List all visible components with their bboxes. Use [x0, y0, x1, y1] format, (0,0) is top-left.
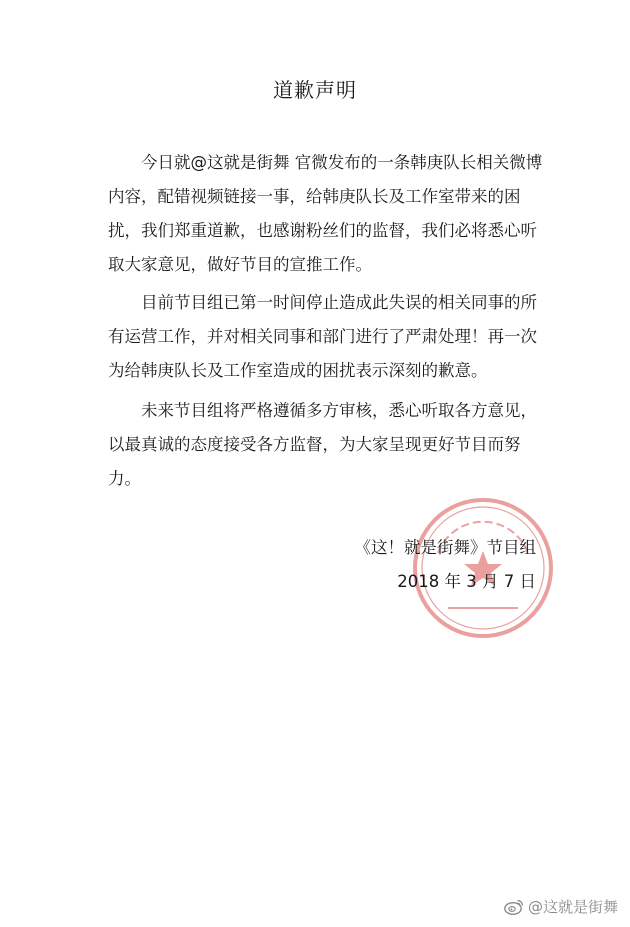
signature-date: 2018 年 3 月 7 日	[397, 572, 536, 591]
weibo-watermark	[504, 896, 618, 917]
weibo-icon	[504, 898, 524, 915]
page-title: 道歉声明	[273, 78, 357, 102]
paragraph-2	[108, 286, 548, 388]
paragraph-text: 今日就@这就是街舞 官微发布的一条韩庚队长相关微博内容，配错视频链接一事，给韩庚队长及工作室带来的困扰，我们郑重道歉，也感谢粉丝们的监督，我们必将悉心听取大家意见，做好节目的宣推工作。	[108, 153, 543, 274]
paragraph-3	[108, 394, 548, 496]
paragraph-1	[108, 146, 548, 282]
signature-organization: 《这！就是街舞》节目组	[354, 538, 536, 557]
signature-block	[355, 531, 537, 599]
watermark-text: @这就是街舞	[527, 898, 618, 916]
paragraph-text: 目前节目组已第一时间停止造成此失误的相关同事的所有运营工作，并对相关同事和部门进行了严肃处理！再一次为给韩庚队长及工作室造成的困扰表示深刻的歉意。	[108, 293, 537, 380]
paragraph-text: 未来节目组将严格遵循多方审核，悉心听取各方意见，以最真诚的态度接受各方监督，为大家呈现更好节目而努力。	[108, 401, 537, 488]
